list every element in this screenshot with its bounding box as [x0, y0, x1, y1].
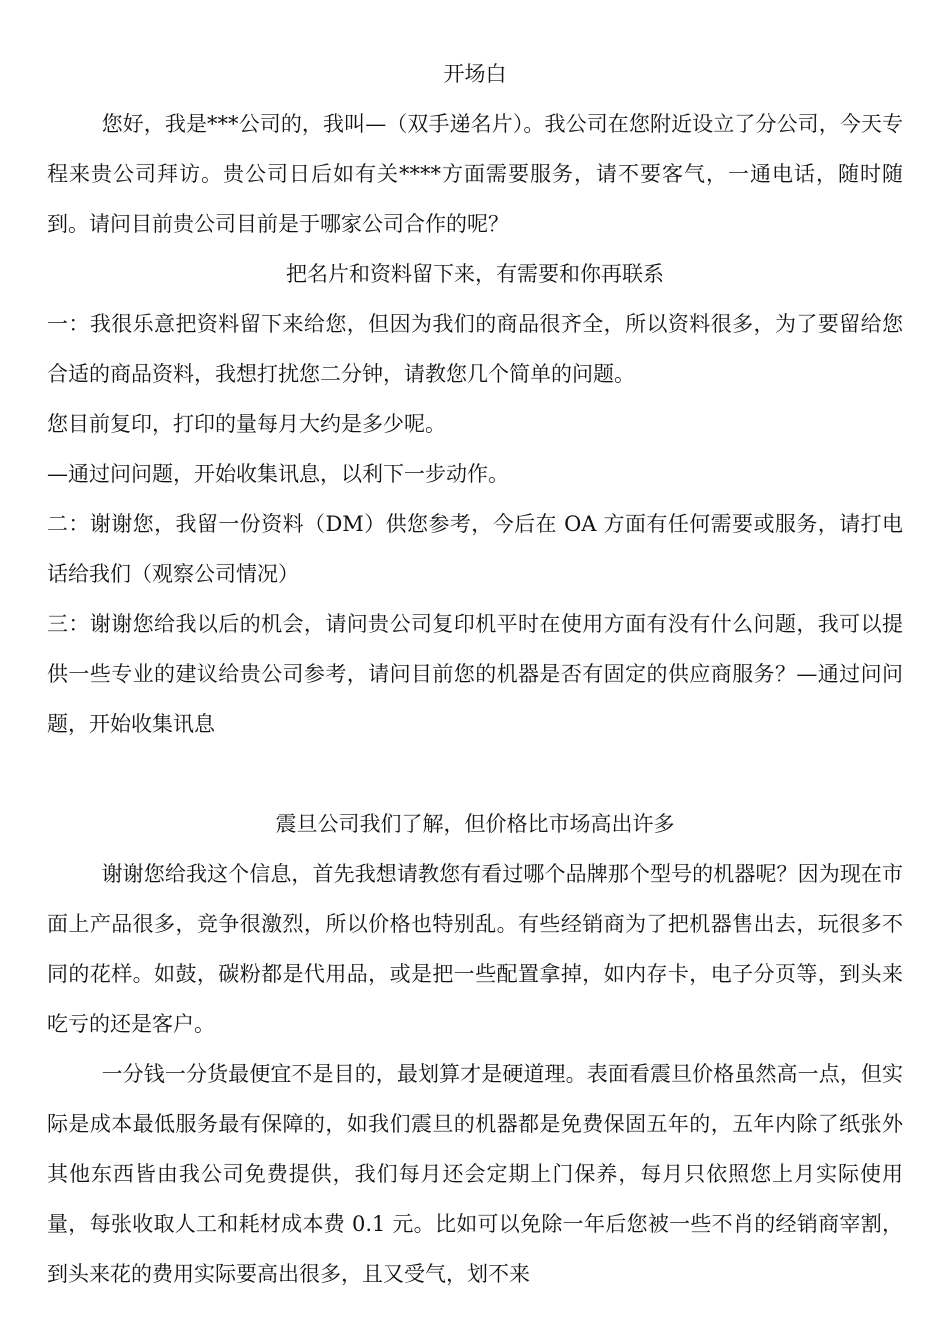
document-content	[47, 49, 903, 1299]
price-objection-paragraph-2: 一分钱一分货最便宜不是目的，最划算才是硬道理。表面看震旦价格虽然高一点，但实际是成本最低服务最有保障的，如我们震旦的机器都是免费保固五年的，五年内除了纸张外其他东西皆由我公司免费提供，我们每月还会定期上门保养，每月只依照您上月实际使用量，每张收取人工和耗材成本费 0.1 元。比如可以免除一年后您被一些不肖的经销商宰割，到头来花的费用实际要高出很多，且又受气，划不来	[47, 1062, 903, 1286]
opening-paragraph: 您好，我是***公司的，我叫—（双手递名片）。我公司在您附近设立了分公司，今天专程来贵公司拜访。贵公司日后如有关****方面需要服务，请不要客气，一通电话，随时随到。请问目前贵公司目前是于哪家公司合作的呢？	[47, 112, 903, 236]
leave-card-line-2: 您目前复印，打印的量每月大约是多少呢。	[47, 412, 446, 436]
leave-card-line-3: —通过问问题，开始收集讯息，以利下一步动作。	[47, 462, 509, 486]
leave-card-line-5: 三：谢谢您给我以后的机会，请问贵公司复印机平时在使用方面有没有什么问题，我可以提供一些专业的建议给贵公司参考，请问目前您的机器是否有固定的供应商服务？—通过问问题，开始收集讯息	[47, 612, 903, 736]
section-title-leave-card: 把名片和资料留下来，有需要和你再联系	[286, 262, 664, 286]
blank-line	[47, 749, 903, 799]
leave-card-line-1: 一：我很乐意把资料留下来给您，但因为我们的商品很齐全，所以资料很多，为了要留给您合适的商品资料，我想打扰您二分钟，请教您几个简单的问题。	[47, 312, 903, 386]
price-objection-paragraph-1: 谢谢您给我这个信息，首先我想请教您有看过哪个品牌那个型号的机器呢？因为现在市面上产品很多，竞争很激烈，所以价格也特别乱。有些经销商为了把机器售出去，玩很多不同的花样。如鼓，碳粉都是代用品，或是把一些配置拿掉，如内存卡，电子分页等，到头来吃亏的还是客户。	[47, 862, 903, 1036]
leave-card-line-4: 二：谢谢您，我留一份资料（DM）供您参考，今后在 OA 方面有任何需要或服务，请打电话给我们（观察公司情况）	[47, 512, 903, 586]
section-title-opening: 开场白	[443, 62, 507, 86]
section-title-price-objection: 震旦公司我们了解，但价格比市场高出许多	[275, 812, 675, 836]
